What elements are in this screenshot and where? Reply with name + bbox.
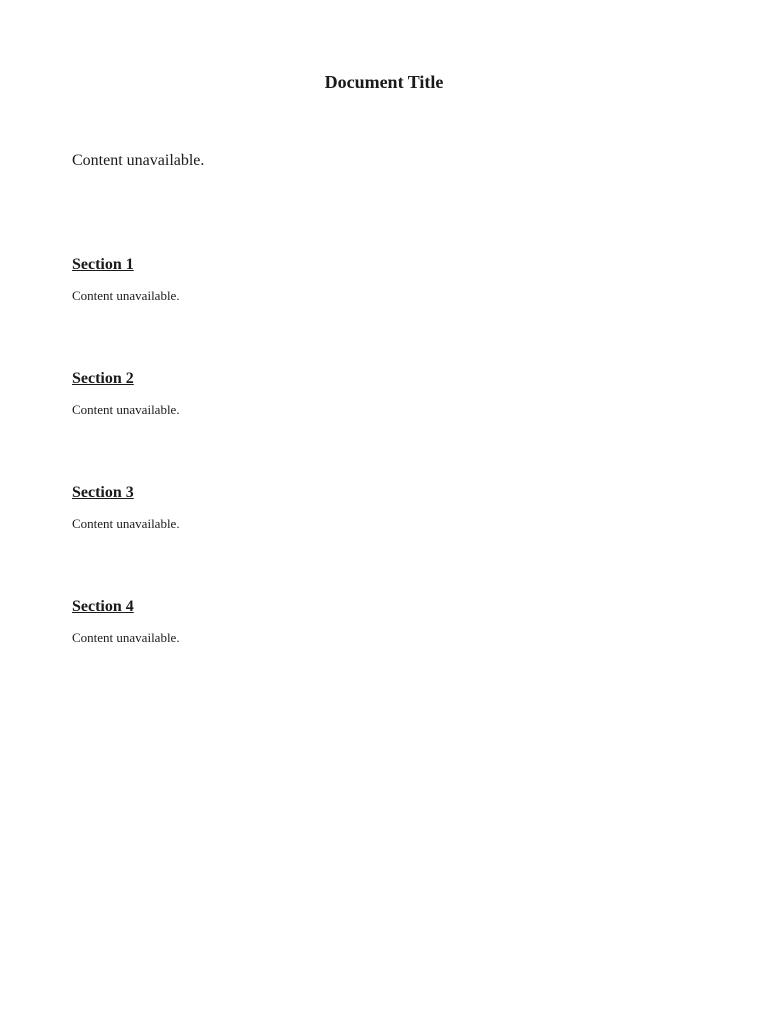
section-body: Content unavailable.	[72, 402, 180, 417]
section-body: Content unavailable.	[72, 630, 180, 645]
section-heading: Section 2	[72, 370, 134, 387]
section-heading: Section 4	[72, 598, 134, 615]
section-note	[72, 431, 696, 448]
section-2	[72, 370, 696, 448]
lead-note: Content unavailable.	[72, 152, 205, 169]
section-heading: Section 3	[72, 484, 134, 501]
section-body: Content unavailable.	[72, 288, 180, 303]
section-note	[72, 659, 696, 676]
section-heading: Section 1	[72, 256, 134, 273]
section-body: Content unavailable.	[72, 516, 180, 531]
section-3	[72, 484, 696, 562]
document-title: Document Title	[324, 72, 444, 92]
section-note	[72, 545, 696, 562]
section-4	[72, 598, 696, 676]
section-note	[72, 317, 696, 334]
section-1	[72, 256, 696, 334]
